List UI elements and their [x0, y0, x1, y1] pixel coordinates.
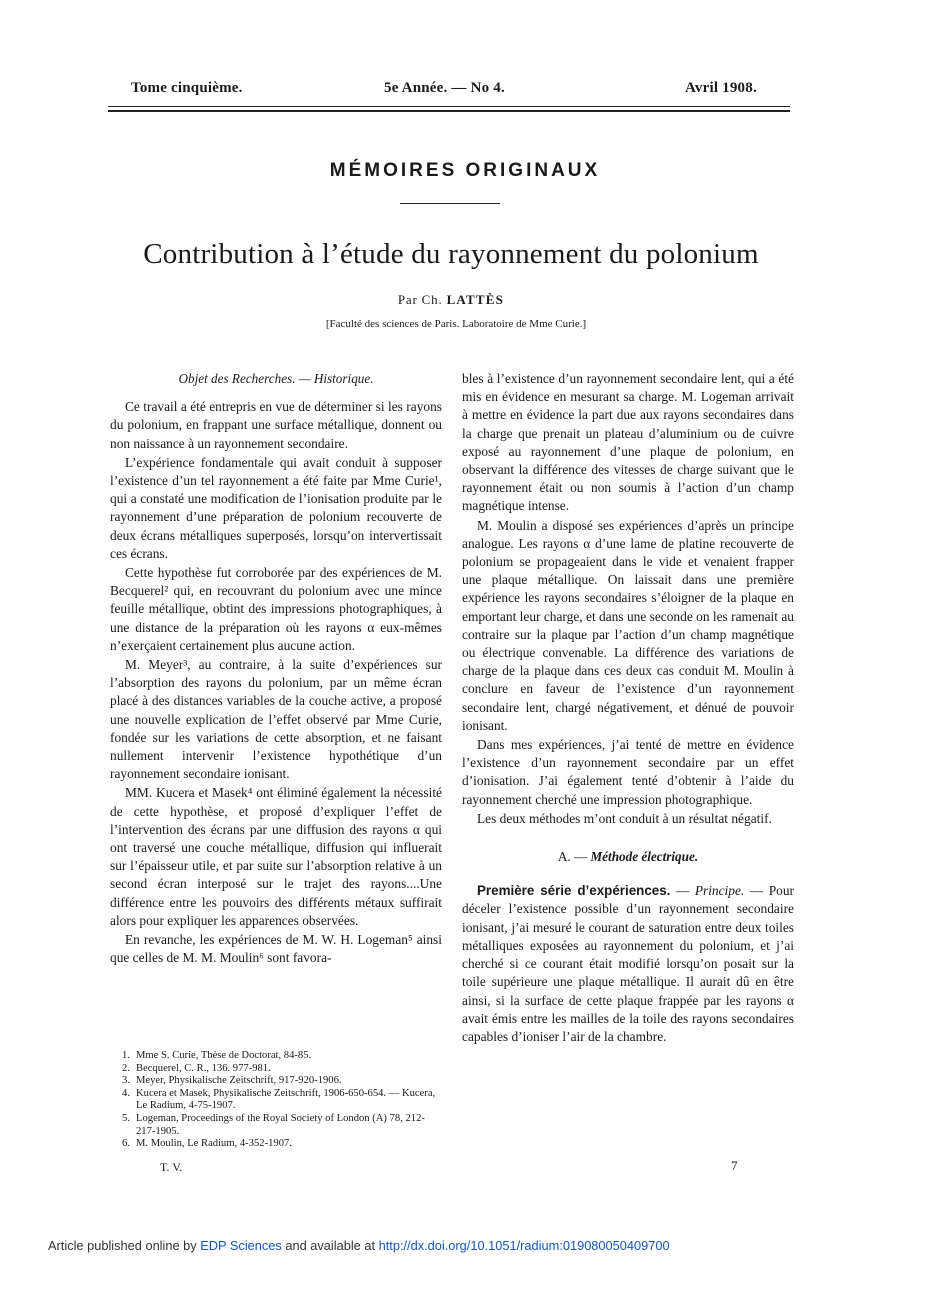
footnote: 1. Mme S. Curie, Thèse de Doctorat, 84-85. [122, 1050, 312, 1061]
body-paragraph: Cette hypothèse fut corroborée par des expériences de M. Becquerel² qui, en recouvrant du polonium avec une mince feuille métallique, obtint des impressions photographiques, à une distance de la préparation où les rayons α eux-mêmes n’exerçaient certainement plus aucune action. [110, 565, 442, 653]
doi-link[interactable]: http://dx.doi.org/10.1051/radium:019080050409700 [378, 1238, 670, 1253]
article-title: Contribution à l’étude du rayonnement du polonium [143, 238, 759, 270]
running-header-date: Avril 1908. [685, 80, 757, 96]
body-paragraph: En revanche, les expériences de M. W. H. Logeman⁵ ainsi que celles de M. M. Moulin⁶ sont favora- [110, 932, 442, 966]
running-header-volume: Tome cinquième. [131, 80, 243, 96]
header-rule-bottom [108, 110, 790, 112]
left-column [110, 370, 442, 968]
credit-prefix: Article published online by [48, 1238, 197, 1253]
body-paragraph: MM. Kucera et Masek⁴ ont éliminé également la nécessité de cette hypothèse, et proposé d’expliquer l’effet de l’intervention des écrans par une diffusion des rayons α qui ont traversé une couche métallique, diffusion qui influerait sur l’épaisseur utile, et par suite sur l’absorption relative à un second écran interposé sur le trajet des rayons....Une différence entre les pouvoirs des différents métaux suffirait alors pour expliquer les apparences observées. [110, 785, 442, 928]
affiliation: [Faculté des sciences de Paris. Laboratoire de Mme Curie.] [325, 318, 587, 330]
section-title: MÉMOIRES ORIGINAUX [329, 160, 601, 181]
header-rule-top [108, 106, 790, 107]
signature-mark: T. V. [160, 1160, 183, 1174]
series-paragraph: Première série d’expériences. — Principe. — Pour déceler l’existence possible d’un rayonnement secondaire ionisant, j’ai mesuré le courant de saturation entre deux toiles métalliques exposées au rayonnement du polonium, et j’ai cherché si ce courant était modifié lorsqu’on posait sur la toile supérieure une plaque métallique. Il aurait dû en être ainsi, si la surface de cette plaque frappée par les rayons α avait émis entre les mailles de la toile des rayons secondaires capables d’ioniser l’air de la chambre. [462, 883, 794, 1044]
body-paragraph: Ce travail a été entrepris en vue de déterminer si les rayons du polonium, en frappant une surface métallique, donnent ou non naissance à un rayonnement secondaire. [110, 399, 442, 451]
body-paragraph: M. Meyer³, au contraire, à la suite d’expériences sur l’absorption des rayons du polonium, par un même écran placé à des distances variables de la couche active, a proposé une nouvelle explication de l’effet observé par Mme Curie, fondée sur les variations de cette absorption, et ne faisant nullement intervenir l’existence hypothétique d’un rayonnement secondaire ionisant. [110, 657, 442, 782]
body-paragraph: Les deux méthodes m’ont conduit à un résultat négatif. [477, 810, 772, 826]
body-paragraph: M. Moulin a disposé ses expériences d’après un principe analogue. Les rayons α d’une lame de platine recouverte de polonium se propageaient dans le vide et venaient frapper une plaque métallique. On laissait dans une première expérience les rayons secondaires s’éloigner de la plaque en emportant leur charge, et dans une seconde on les ramenait au contraire sur la plaque par l’action d’un champ magnétique ou électrique convenable. La différence des variations de charge de la plaque dans ces deux cas conduit M. Moulin à conclure en faveur de l’existence d’un rayonnement secondaire lent, chargé négativement, et dénué de pouvoir ionisant. [462, 517, 794, 733]
page-number: 7 [731, 1158, 738, 1173]
series-principle: Principe. [694, 883, 745, 899]
series-title: Première série d’expériences. [477, 883, 671, 899]
author-prefix: Par Ch. [397, 292, 443, 307]
body-paragraph: L’expérience fondamentale qui avait conduit à supposer l’existence d’un tel rayonnement a été faite par Mme Curie¹, qui a constaté une modification de l’ionisation produite par le rayonnement d’une préparation de polonium recouverte de deux écrans métalliques superposés, lorsqu’on intervertissait ces écrans. [110, 454, 442, 561]
footnote: 5. Logeman, Proceedings of the Royal Society of London (A) 78, 212-217-1905. [122, 1112, 425, 1137]
body-paragraph: bles à l’existence d’un rayonnement secondaire lent, qui a été mis en évidence en mesurant sa charge. M. Logeman arrivait à mettre en évidence la part due aux rayons secondaires dans la charge que prenait un plateau d’aluminium ou de cuivre exposé au rayonnement d’une plaque de polonium, en observant la différence des vitesses de charge suivant que le rayonnement était ou non soumis à l’action d’un champ magnétique intense. [462, 371, 794, 514]
running-header-issue: 5e Année. — No 4. [384, 80, 505, 96]
series-text: — Pour déceler l’existence possible d’un rayonnement secondaire ionisant, j’ai mesuré le courant de saturation entre deux toiles métalliques exposées au rayonnement du polonium, et j’ai cherché si ce courant était modifié lorsqu’on posait sur la toile supérieure une plaque métallique. Il aurait dû en être ainsi, si la surface de cette plaque frappée par les rayons α avait émis entre les mailles de la toile des rayons secondaires capables d’ioniser l’air de la chambre. [462, 883, 794, 1044]
left-column-heading: Objet des Recherches. — Historique. [178, 371, 374, 386]
footnote: 6. M. Moulin, Le Radium, 4-352-1907. [122, 1138, 292, 1150]
author-line [0, 292, 902, 308]
footnotes [110, 1050, 442, 1151]
subheading-prefix: A. — [557, 849, 588, 865]
subheading [462, 848, 794, 866]
credit-middle: and available at [285, 1238, 376, 1253]
body-paragraph: Dans mes expériences, j’ai tenté de mettre en évidence l’existence d’un rayonnement secondaire par un effet d’ionisation. J’ai également tenté d’obtenir à l’aide du rayonnement cherché une impression photographique. [462, 737, 794, 807]
author-name: LATTÈS [446, 292, 505, 307]
section-divider [400, 203, 500, 204]
publication-credit [48, 1238, 670, 1253]
right-column [462, 370, 794, 1046]
footnote: 3. Meyer, Physikalische Zeitschrift, 917-920-1906. [122, 1075, 342, 1087]
subheading-text: Méthode électrique. [590, 849, 699, 865]
footnote: 4. Kucera et Masek, Physikalische Zeitschrift, 1906-650-654. — Kucera, Le Radium, 4-75-1907. [122, 1087, 436, 1112]
footnote: 2. Becquerel, C. R., 136. 977-981. [122, 1062, 271, 1074]
publisher-link[interactable]: EDP Sciences [200, 1238, 282, 1253]
